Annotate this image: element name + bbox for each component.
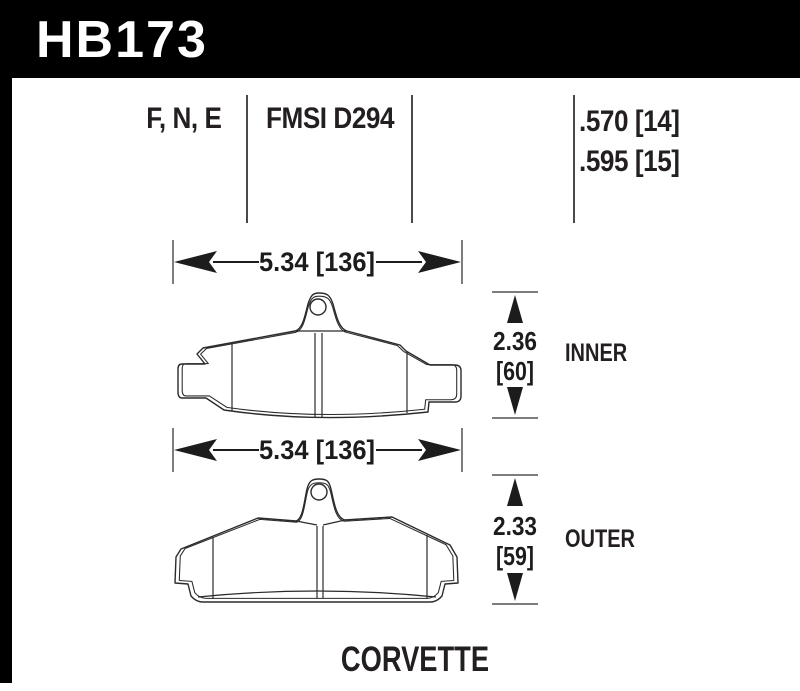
outer-pad-outline <box>175 479 458 602</box>
inner-pad-label: INNER <box>565 339 628 367</box>
height-value-outer-mm: [59] <box>496 541 534 571</box>
height-value-outer-in: 2.33 <box>493 511 537 541</box>
outer-pad-label: OUTER <box>565 525 635 553</box>
part-number: HB173 <box>36 11 208 69</box>
arrowhead-up-icon <box>507 295 523 323</box>
arrowhead-right-icon <box>418 251 461 273</box>
arrowhead-left-icon <box>174 251 217 273</box>
arrowhead-down-icon <box>507 387 523 415</box>
width-value-outer: 5.34 [136] <box>259 435 375 465</box>
mounting-hole <box>310 299 326 315</box>
outer-pad-drawing <box>170 474 466 608</box>
arrowhead-up-icon <box>507 478 523 506</box>
thickness-secondary: .595 [15] <box>579 145 680 178</box>
left-border-strip <box>0 78 12 683</box>
height-dimension-inner <box>490 286 548 424</box>
arrowhead-left-icon <box>174 439 217 461</box>
width-dimension-inner <box>165 238 471 290</box>
inner-pad-backplate-line <box>182 296 457 414</box>
thickness-primary: .570 [14] <box>579 105 680 138</box>
height-value-inner-mm: [60] <box>496 356 534 386</box>
inner-pad-drawing <box>172 287 464 425</box>
pad-top-edge <box>296 520 345 525</box>
arrowhead-down-icon <box>507 573 523 601</box>
pad-thickness <box>579 102 695 182</box>
height-value-inner-in: 2.36 <box>493 326 537 356</box>
width-value-inner: 5.34 [136] <box>259 247 375 277</box>
height-dimension-outer <box>490 469 548 610</box>
mounting-hole <box>311 484 327 500</box>
width-dimension-outer <box>165 426 471 478</box>
column-divider <box>573 95 575 223</box>
fmsi-number: FMSI D294 <box>266 102 395 135</box>
arrowhead-right-icon <box>418 439 461 461</box>
column-divider <box>246 95 248 223</box>
compound-codes: F, N, E <box>146 102 222 135</box>
application-name: CORVETTE <box>340 640 490 679</box>
inner-pad-outline <box>178 293 461 418</box>
